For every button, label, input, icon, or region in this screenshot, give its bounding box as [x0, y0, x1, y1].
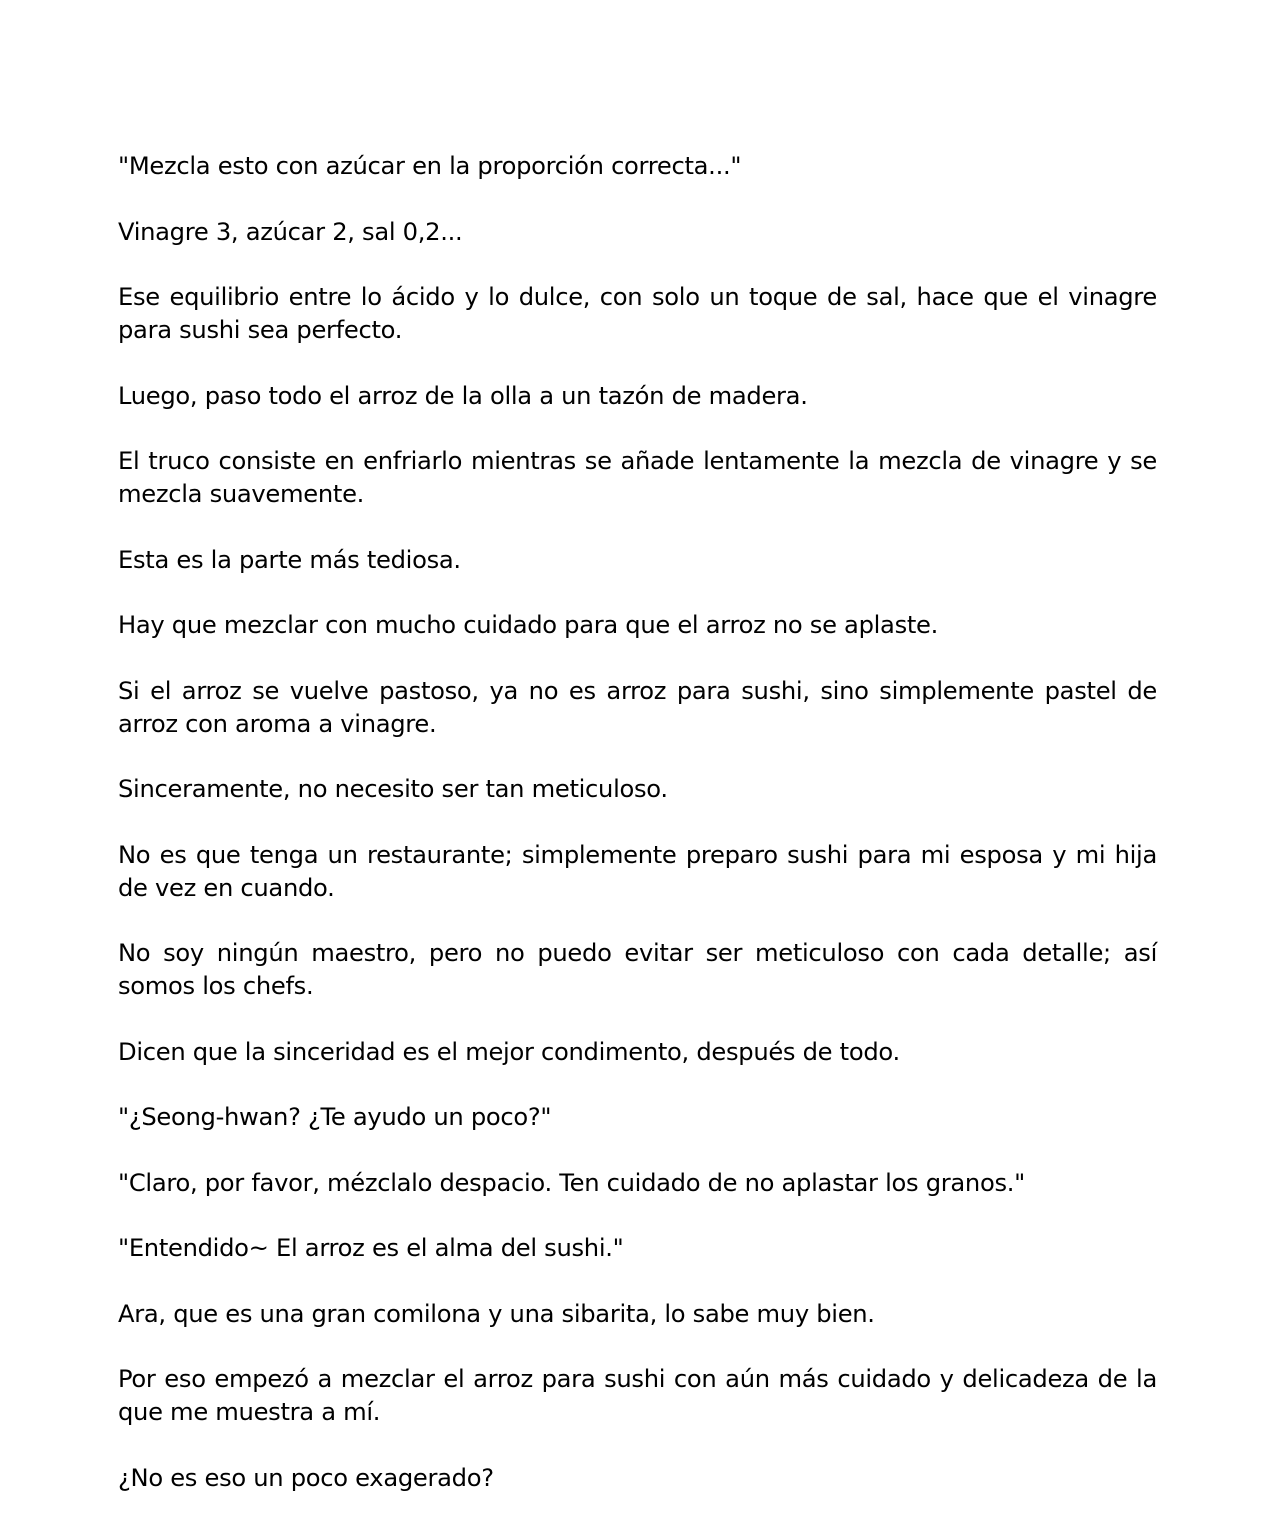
paragraph: Ese equilibrio entre lo ácido y lo dulce, con solo un toque de sal, hace que el vinagre para sushi sea perfecto. [118, 283, 1157, 344]
paragraph: "Claro, por favor, mézclalo despacio. Ten cuidado de no aplastar los granos." [118, 1168, 1025, 1197]
paragraph: "¿Seong-hwan? ¿Te ayudo un poco?" [118, 1103, 552, 1131]
paragraph: Esta es la parte más tediosa. [118, 545, 461, 574]
paragraph: Hay que mezclar con mucho cuidado para que el arroz no se aplaste. [118, 611, 939, 639]
paragraph: Ara, que es una gran comilona y una sibarita, lo sabe muy bien. [118, 1299, 875, 1328]
paragraph: Por eso empezó a mezclar el arroz para sushi con aún más cuidado y delicadeza de la que me muestra a mí. [118, 1365, 1157, 1426]
paragraph: No soy ningún maestro, pero no puedo evitar ser meticuloso con cada detalle; así somos los chefs. [118, 939, 1157, 1000]
paragraph: No es que tenga un restaurante; simplemente preparo sushi para mi esposa y mi hija de vez en cuando. [118, 840, 1157, 902]
paragraph: Dicen que la sinceridad es el mejor condimento, después de todo. [118, 1037, 900, 1066]
paragraph: Luego, paso todo el arroz de la olla a un tazón de madera. [118, 381, 808, 410]
paragraph: Si el arroz se vuelve pastoso, ya no es arroz para sushi, sino simplemente pastel de arroz con aroma a vinagre. [118, 676, 1157, 738]
paragraph: "Mezcla esto con azúcar en la proporción correcta..." [118, 152, 742, 180]
paragraph: ¿No es eso un poco exagerado? [118, 1463, 494, 1492]
document-page [118, 150, 1157, 1495]
paragraph: Vinagre 3, azúcar 2, sal 0,2... [118, 217, 463, 246]
paragraph: "Entendido~ El arroz es el alma del sushi." [118, 1234, 624, 1262]
paragraph: El truco consiste en enfriarlo mientras se añade lentamente la mezcla de vinagre y se mezcla suavemente. [118, 447, 1157, 508]
paragraph: Sinceramente, no necesito ser tan meticuloso. [118, 775, 668, 803]
